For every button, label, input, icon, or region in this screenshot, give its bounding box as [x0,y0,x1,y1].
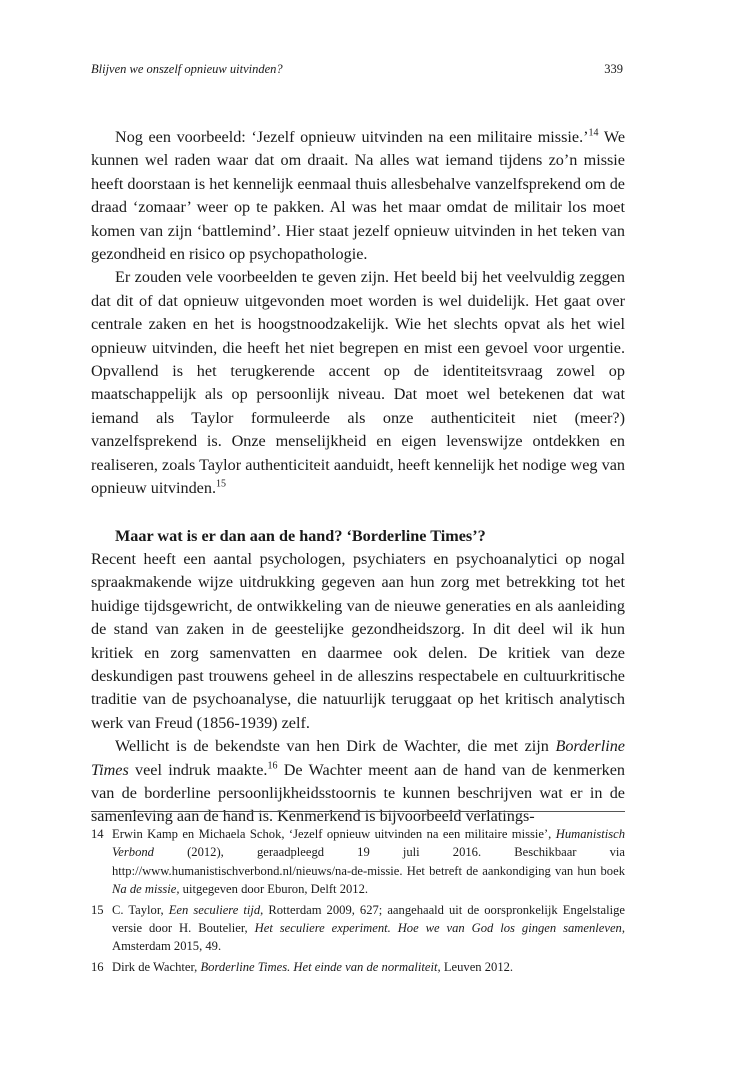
footnote-number: 15 [91,902,104,917]
paragraph-1 [91,126,625,266]
main-text [91,126,625,829]
footnote-ref-14: 14 [588,127,599,139]
paragraph-text: Er zouden vele voorbeelden te geven zijn. Het beeld bij het veelvuldig zeggen dat dit of dat opnieuw uitgevonden moet worden is wel duidelijk. Het gaat over centrale zaken en het is hoogstnoodzakelijk. Wie het slechts opvat als het wiel opnieuw uitvinden, die heeft het niet begrepen en mist een gevoel voor urgentie. Opvallend is het terugkerende accent op de identiteitsvraag zowel op maatschappelijk als op persoonlijk niveau. Dat moet wel betekenen dat wat iemand als Taylor formuleerde als onze authenticiteit niet (meer?) vanzelfsprekend is. Onze menselijkheid en eigen levenswijze ontdekken en realiseren, zoals Taylor authenticiteit aanduidt, heeft kennelijk het nodige weg van opnieuw uitvinden. [91,268,625,498]
paragraph-text: Nog een voorbeeld: ‘Jezelf opnieuw uitvinden na een militaire missie.’ [115,128,589,146]
footnote-number: 16 [91,959,104,974]
paragraph-text: De Wachter meent aan de hand van de kenmerken van de borderline persoonlijkheidsstoornis te kunnen beschrijven wat er in de samenleving aan de hand is. Kenmerkend is bijvoorbeeld verlatings- [91,760,625,826]
page-number: 339 [604,62,623,76]
paragraph-2 [91,266,625,500]
running-header [91,62,623,77]
footnote-ref-15: 15 [216,478,226,490]
footnote-ref-16: 16 [267,760,278,772]
paragraph-text: We kunnen wel raden waar dat om draait. Na alles wat iemand tijdens zo’n missie heeft doorstaan is het kennelijk eenmaal thuis allesbehalve vanzelfsprekend om de draad ‘zomaar’ weer op te pakken. Al was het maar omdat de militair los moet komen van zijn ‘battlemind’. Hier staat jezelf opnieuw uitvinden in het teken van gezondheid en risico op psychopathologie. [91,128,626,264]
footnote-text: C. Taylor, Een seculiere tijd, Rotterdam 2009, 627; aangehaald uit de oorspronkelijk Engelstalige versie door H. Boutelier, Het seculiere experiment. Hoe we van God los gingen samenleven, Amsterdam 2015, 49. [112,902,626,954]
footnote-number: 14 [91,827,104,841]
footnote-text: Dirk de Wachter, Borderline Times. Het einde van de normaliteit, Leuven 2012. [112,959,514,974]
book-title: Borderline Times [91,737,625,779]
footnote-14 [91,825,625,899]
paragraph-text: Recent heeft een aantal psychologen, psychiaters en psychoanalytici op nogal spraakmakende wijze uitdrukking gegeven aan hun zorg met betrekking tot het huidige tijdsgewricht, de ontwikkeling van de nieuwe generaties en als aanleiding de stand van zaken in de geestelijke gezondheidszorg. In dit deel wil ik hun kritiek en zorg samenvatten en daarmee ook delen. De kritiek van deze deskundigen past trouwens geheel in de alleszins respectabele en cultuurkritische traditie van de psychoanalyse, die natuurlijk teruggaat op het kritisch analytisch werk van Freud (1856-1939) zelf. [91,549,625,732]
section-heading: Maar wat is er dan aan de hand? ‘Borderline Times’? [115,526,486,545]
paragraph-text: veel indruk maakte. [128,760,268,779]
footnotes [91,825,625,978]
footnote-15 [91,901,625,956]
footnote-16 [91,958,625,976]
paragraph-3 [91,548,625,735]
paragraph-4 [91,735,625,829]
running-title: Blijven we onszelf opnieuw uitvinden? [91,62,283,76]
paragraph-text: Wellicht is de bekendste van hen Dirk de Wachter, die met zijn [115,737,556,756]
footnote-divider [91,811,625,812]
footnote-text: Erwin Kamp en Michaela Schok, ‘Jezelf opnieuw uitvinden na een militaire missie’, Humanistisch Verbond (2012), geraadpleegd 19 juli 2016. Beschikbaar via http://www.humanistischverbond.nl/nieuws/na-de-missie. Het betreft de aankondiging van hun boek Na de missie, uitgegeven door Eburon, Delft 2012. [112,827,625,897]
